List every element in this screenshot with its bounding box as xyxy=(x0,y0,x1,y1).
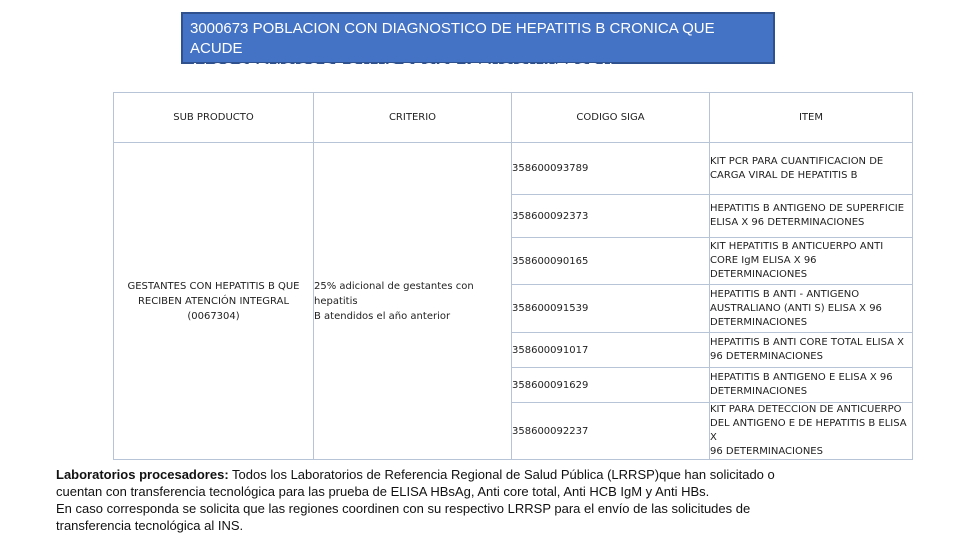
codigo-cell: 358600091629 xyxy=(512,368,710,403)
notes-line-1 xyxy=(56,466,916,483)
item-line: DETERMINACIONES xyxy=(710,269,808,280)
notes-paragraph xyxy=(56,466,916,534)
codigo-cell: 358600092373 xyxy=(512,195,710,238)
table-header-row xyxy=(114,93,913,143)
header-codigo-siga: CODIGO SIGA xyxy=(512,93,710,143)
item-cell xyxy=(710,368,913,403)
sub-producto-line-1: GESTANTES CON HEPATITIS B QUE xyxy=(127,280,300,292)
notes-line-3: En caso corresponda se solicita que las regiones coordinen con su respectivo LRRSP para el envío de las solicitudes de xyxy=(56,501,751,516)
item-line: CARGA VIRAL DE HEPATITIS B xyxy=(710,169,858,181)
codigo-cell: 358600091017 xyxy=(512,333,710,368)
criterio-line-1: 25% adicional de gestantes con hepatitis xyxy=(314,280,474,307)
criterio-cell xyxy=(314,143,512,460)
item-line: HEPATITIS B ANTI - ANTIGENO xyxy=(710,288,860,300)
item-line: HEPATITIS B ANTI CORE TOTAL ELISA X xyxy=(710,337,904,348)
item-cell xyxy=(710,238,913,285)
title-line-2: A LOS SERVICIOS DE SALUD RECIBE ATENCION INTEGRAL xyxy=(190,60,618,77)
item-line: CORE IgM ELISA X 96 xyxy=(710,255,817,266)
item-line: ELISA X 96 DETERMINACIONES xyxy=(710,217,865,228)
item-cell xyxy=(710,333,913,368)
sub-producto-cell xyxy=(114,143,314,460)
codigo-cell: 358600092237 xyxy=(512,403,710,460)
criterio-line-2: B atendidos el año anterior xyxy=(314,310,451,322)
item-line: KIT HEPATITIS B ANTICUERPO ANTI xyxy=(710,241,884,252)
item-line: DEL ANTIGENO E DE HEPATITIS B ELISA X xyxy=(710,418,907,443)
codigo-cell: 358600093789 xyxy=(512,143,710,195)
item-line: DETERMINACIONES xyxy=(710,316,808,328)
codigo-cell: 358600090165 xyxy=(512,238,710,285)
item-line: HEPATITIS B ANTIGENO E ELISA X 96 xyxy=(710,372,893,383)
item-cell xyxy=(710,403,913,460)
codigo-cell: 358600091539 xyxy=(512,285,710,333)
item-line: 96 DETERMINACIONES xyxy=(710,351,823,362)
title-box xyxy=(181,12,775,77)
notes-text-1: Todos los Laboratorios de Referencia Regional de Salud Pública (LRRSP)que han solicitado o xyxy=(228,467,775,482)
item-line: KIT PCR PARA CUANTIFICACION DE xyxy=(710,155,884,167)
item-line: HEPATITIS B ANTIGENO DE SUPERFICIE xyxy=(710,203,905,214)
item-line: KIT PARA DETECCION DE ANTICUERPO xyxy=(710,404,902,415)
item-line: 96 DETERMINACIONES xyxy=(710,446,823,457)
items-table xyxy=(113,92,913,460)
item-cell xyxy=(710,285,913,333)
item-cell xyxy=(710,143,913,195)
table-row xyxy=(114,143,913,195)
header-item: ITEM xyxy=(710,93,913,143)
item-line: DETERMINACIONES xyxy=(710,386,808,397)
item-line: AUSTRALIANO (ANTI S) ELISA X 96 xyxy=(710,302,882,314)
notes-label: Laboratorios procesadores: xyxy=(56,467,229,482)
header-criterio: CRITERIO xyxy=(314,93,512,143)
sub-producto-line-2: RECIBEN ATENCIÓN INTEGRAL xyxy=(137,295,290,307)
header-sub-producto: SUB PRODUCTO xyxy=(114,93,314,143)
notes-line-2: cuentan con transferencia tecnológica para las prueba de ELISA HBsAg, Anti core total, Anti HCB IgM y Anti HBs. xyxy=(56,484,710,499)
item-cell xyxy=(710,195,913,238)
notes-line-4: transferencia tecnológica al INS. xyxy=(56,518,244,533)
title-line-1: 3000673 POBLACION CON DIAGNOSTICO DE HEPATITIS B CRONICA QUE ACUDE xyxy=(190,20,715,57)
sub-producto-line-3: (0067304) xyxy=(187,310,240,322)
